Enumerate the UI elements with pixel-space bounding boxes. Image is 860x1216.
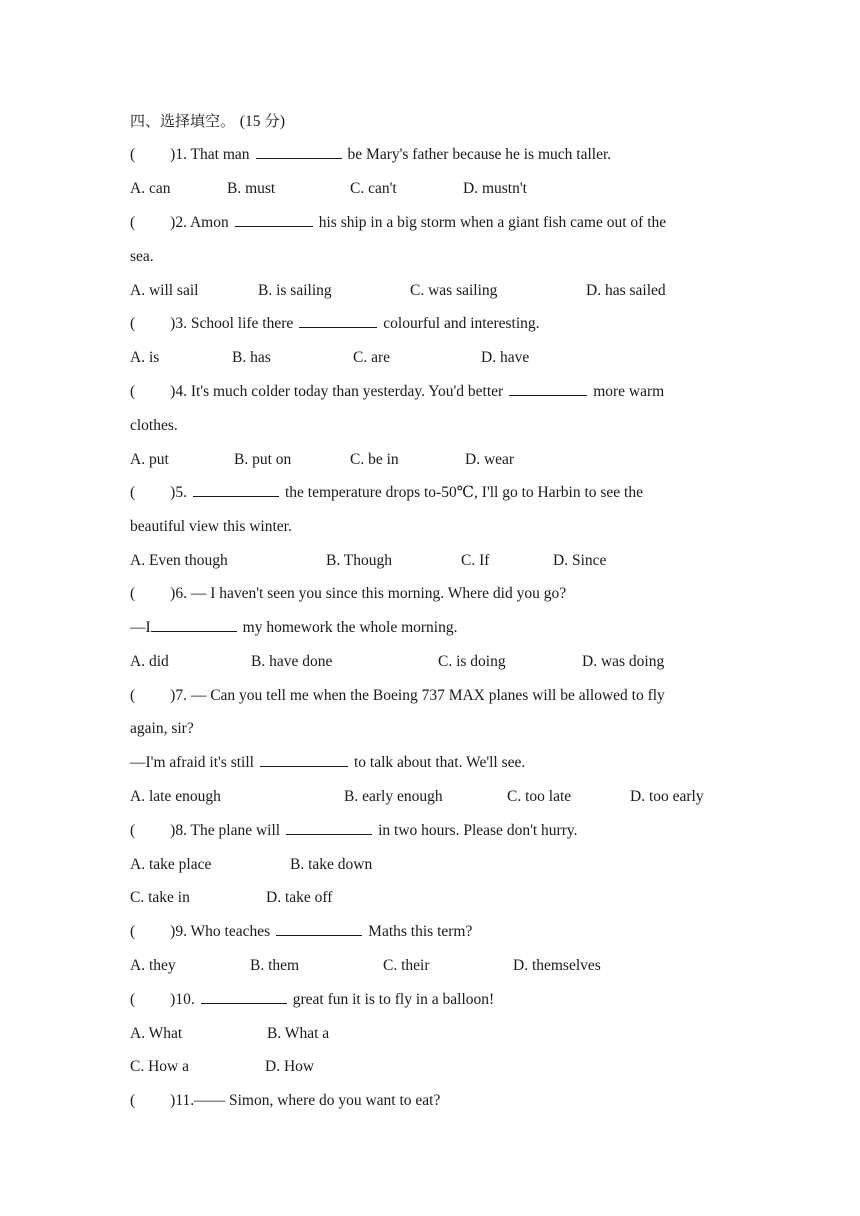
option-d[interactable]: D. was doing (582, 653, 665, 670)
question-4-stem-cont: clothes. (130, 417, 178, 434)
option-d[interactable]: D. mustn't (463, 180, 527, 197)
question-2-stem-cont: sea. (130, 248, 154, 265)
option-a[interactable]: A. did (130, 653, 169, 670)
question-10-options-row1 (130, 1022, 830, 1046)
option-b[interactable]: B. early enough (344, 788, 443, 805)
stem-text: )5. (170, 484, 187, 501)
option-c[interactable]: C. their (383, 957, 430, 974)
option-d[interactable]: D. How (265, 1058, 315, 1075)
option-a[interactable]: A. is (130, 349, 160, 366)
stem-text: Maths this term? (368, 923, 473, 940)
stem-text: great fun it is to fly in a balloon! (292, 991, 495, 1008)
option-b[interactable]: B. them (250, 957, 300, 974)
section-score: (15 分) (239, 113, 285, 130)
answer-paren: ( (130, 687, 136, 704)
answer-blank[interactable] (260, 751, 348, 767)
question-10-stem (130, 988, 494, 1012)
option-c[interactable]: C. take in (130, 889, 190, 906)
stem-text: more warm (593, 383, 665, 400)
option-c[interactable]: C. If (461, 552, 490, 569)
option-a[interactable]: A. take place (130, 856, 212, 873)
stem-text: )8. The plane will (170, 822, 281, 839)
section-title: 四、选择填空。 (130, 112, 236, 130)
answer-paren: ( (130, 991, 136, 1008)
question-3-options (130, 346, 830, 370)
question-5-options (130, 549, 830, 573)
question-3-stem (130, 312, 540, 336)
option-b[interactable]: B. is sailing (258, 282, 332, 299)
answer-paren: ( (130, 383, 136, 400)
stem-text: )6. — I haven't seen you since this morning. Where did you go? (170, 585, 567, 602)
option-d[interactable]: D. take off (266, 889, 333, 906)
answer-blank[interactable] (151, 616, 237, 632)
answer-blank[interactable] (276, 920, 362, 936)
option-d[interactable]: D. wear (465, 451, 515, 468)
option-b[interactable]: B. has (232, 349, 271, 366)
stem-text: )11.—— Simon, where do you want to eat? (170, 1092, 441, 1109)
option-d[interactable]: D. themselves (513, 957, 601, 974)
question-11-stem (130, 1089, 440, 1113)
option-b[interactable]: B. must (227, 180, 276, 197)
stem-text: )4. It's much colder today than yesterday. You'd better (170, 383, 504, 400)
answer-blank[interactable] (256, 143, 342, 159)
option-b[interactable]: B. Though (326, 552, 393, 569)
option-a[interactable]: A. will sail (130, 282, 199, 299)
stem-text: colourful and interesting. (383, 315, 540, 332)
option-b[interactable]: B. have done (251, 653, 333, 670)
answer-blank[interactable] (286, 819, 372, 835)
reply-text: —I'm afraid it's still (130, 754, 254, 771)
answer-blank[interactable] (201, 988, 287, 1004)
stem-text: )2. Amon (170, 214, 229, 231)
stem-text: )7. — Can you tell me when the Boeing 737 MAX planes will be allowed to fly (170, 687, 665, 704)
question-5-stem (130, 481, 643, 505)
answer-paren: ( (130, 923, 136, 940)
option-c[interactable]: C. was sailing (410, 282, 498, 299)
answer-paren: ( (130, 214, 136, 231)
question-7-options (130, 785, 830, 809)
question-6-options (130, 650, 830, 674)
option-c[interactable]: C. too late (507, 788, 572, 805)
question-7-reply (130, 751, 525, 775)
question-9-stem (130, 920, 472, 944)
question-6-stem (130, 582, 566, 606)
section-heading (130, 109, 285, 133)
answer-paren: ( (130, 1092, 136, 1109)
answer-paren: ( (130, 822, 136, 839)
option-b[interactable]: B. put on (234, 451, 292, 468)
option-b[interactable]: B. take down (290, 856, 373, 873)
option-b[interactable]: B. What a (267, 1025, 330, 1042)
option-d[interactable]: D. have (481, 349, 530, 366)
answer-blank[interactable] (509, 380, 587, 396)
question-2-options (130, 279, 830, 303)
answer-paren: ( (130, 315, 136, 332)
option-c[interactable]: C. How a (130, 1058, 189, 1075)
option-c[interactable]: C. be in (350, 451, 399, 468)
option-a[interactable]: A. they (130, 957, 176, 974)
option-d[interactable]: D. Since (553, 552, 607, 569)
question-7-stem (130, 684, 665, 708)
option-a[interactable]: A. Even though (130, 552, 228, 569)
stem-text: )10. (170, 991, 195, 1008)
answer-blank[interactable] (193, 481, 279, 497)
option-a[interactable]: A. put (130, 451, 169, 468)
option-a[interactable]: A. late enough (130, 788, 221, 805)
answer-blank[interactable] (235, 211, 313, 227)
question-4-options (130, 448, 830, 472)
question-7-stem-cont: again, sir? (130, 720, 194, 737)
answer-blank[interactable] (299, 312, 377, 328)
question-8-stem (130, 819, 577, 843)
question-4-stem (130, 380, 664, 404)
reply-text: to talk about that. We'll see. (353, 754, 526, 771)
stem-text: in two hours. Please don't hurry. (378, 822, 578, 839)
question-8-options-row2 (130, 886, 830, 910)
option-d[interactable]: D. too early (630, 788, 704, 805)
stem-text: )1. That man (170, 146, 250, 163)
question-1-options (130, 177, 830, 201)
question-10-options-row2 (130, 1055, 830, 1079)
stem-text: be Mary's father because he is much taller. (347, 146, 612, 163)
answer-paren: ( (130, 146, 136, 163)
reply-text: —I (130, 619, 151, 636)
option-c[interactable]: C. can't (350, 180, 397, 197)
option-c[interactable]: C. is doing (438, 653, 506, 670)
stem-text: his ship in a big storm when a giant fish came out of the (318, 214, 667, 231)
question-5-stem-cont: beautiful view this winter. (130, 518, 292, 535)
answer-paren: ( (130, 484, 136, 501)
reply-text: my homework the whole morning. (242, 619, 458, 636)
question-2-stem (130, 211, 666, 235)
answer-paren: ( (130, 585, 136, 602)
option-d[interactable]: D. has sailed (586, 282, 666, 299)
question-6-reply (130, 616, 458, 640)
question-1-stem (130, 143, 611, 167)
option-a[interactable]: A. What (130, 1025, 183, 1042)
stem-text: )9. Who teaches (170, 923, 271, 940)
question-8-options-row1 (130, 853, 830, 877)
option-a[interactable]: A. can (130, 180, 171, 197)
question-9-options (130, 954, 830, 978)
stem-text: the temperature drops to-50℃, I'll go to Harbin to see the (284, 484, 643, 501)
stem-text: )3. School life there (170, 315, 294, 332)
option-c[interactable]: C. are (353, 349, 391, 366)
